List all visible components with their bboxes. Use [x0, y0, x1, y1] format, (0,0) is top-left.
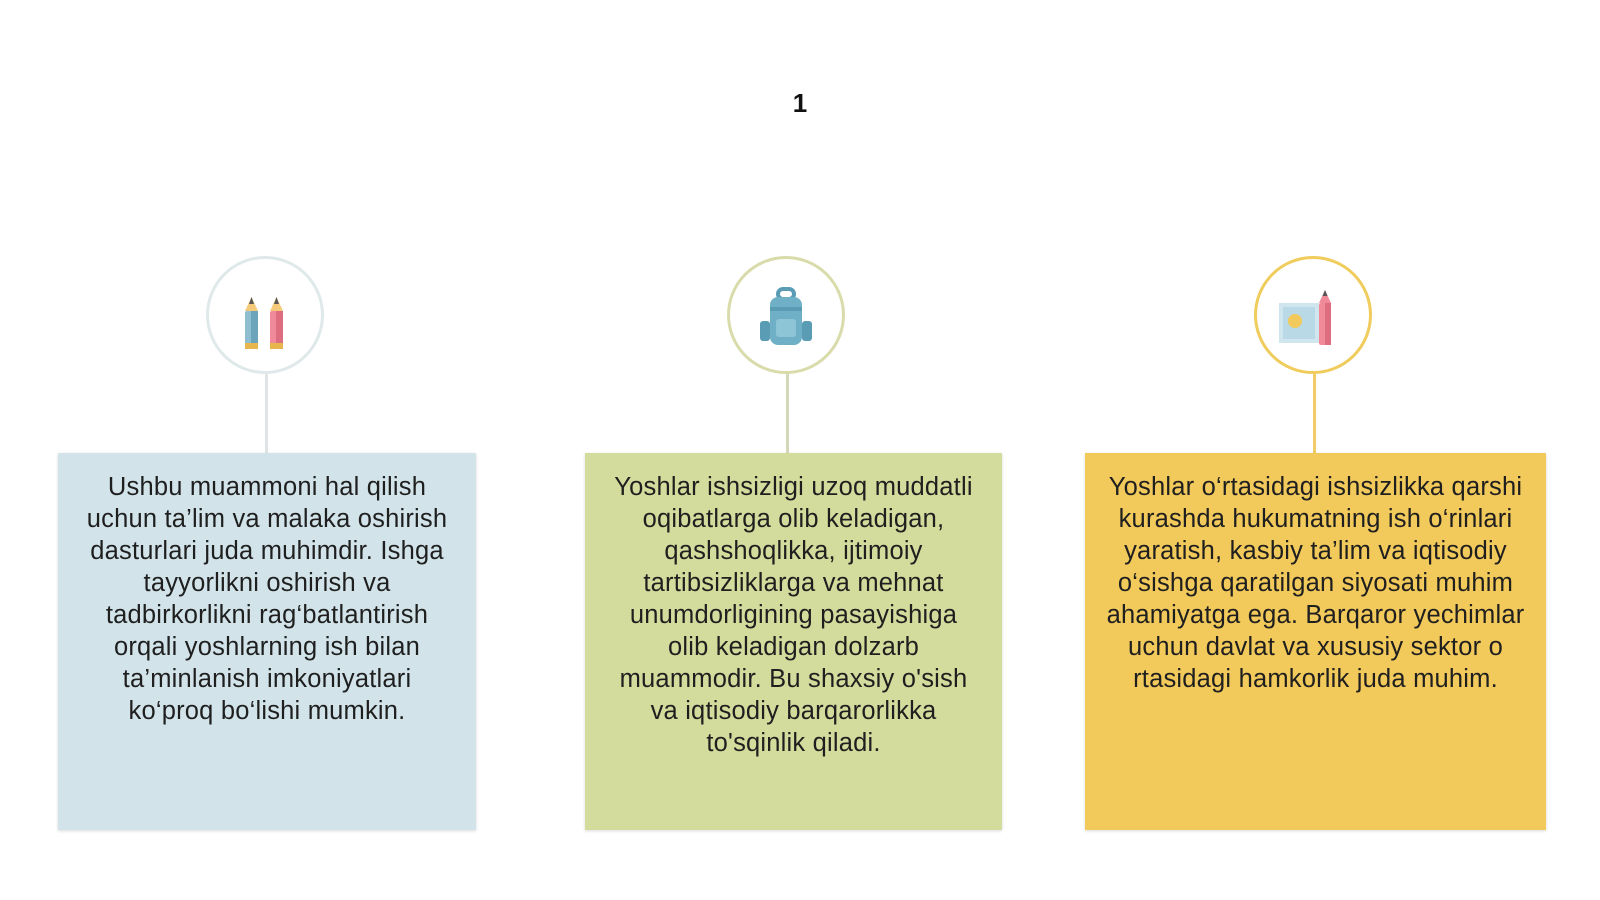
- icon-circle-3: [1254, 256, 1372, 374]
- connector-line-1: [265, 374, 268, 453]
- backpack-icon: [730, 259, 842, 371]
- info-card-1: Ushbu muammoni hal qilish uchun ta’lim va malaka oshirish dasturlari juda muhimdir. Ishga tayyorlikni oshirish va tadbirkorlikni rag‘batlantirish orqali yoshlarning ish bilan ta’minlanish imkoniyatlari ko‘proq bo‘lishi mumkin.: [58, 453, 476, 830]
- info-card-3: Yoshlar o‘rtasidagi ishsizlikka qarshi kurashda hukumatning ish o‘rinlari yaratish, kasbiy ta’lim va iqtisodiy o‘sishga qaratilgan siyosati muhim ahamiyatga ega. Barqaror yechimlar uchun davlat va xususiy sektor o rtasidagi hamkorlik juda muhim.: [1085, 453, 1546, 830]
- connector-line-2: [786, 374, 789, 453]
- icon-circle-2: [727, 256, 845, 374]
- connector-line-3: [1313, 374, 1316, 453]
- picture-and-crayon-icon: [1257, 259, 1369, 371]
- icon-circle-1: [206, 256, 324, 374]
- page-number: 1: [792, 88, 808, 118]
- pencils-icon: [209, 259, 321, 371]
- info-card-2: Yoshlar ishsizligi uzoq muddatli oqibatlarga olib keladigan, qashshoqlikka, ijtimoiy tartibsizliklarga va mehnat unumdorligining pasayishiga olib keladigan dolzarb muammodir. Bu shaxsiy o'sish va iqtisodiy barqarorlikka to'sqinlik qiladi.: [585, 453, 1002, 830]
